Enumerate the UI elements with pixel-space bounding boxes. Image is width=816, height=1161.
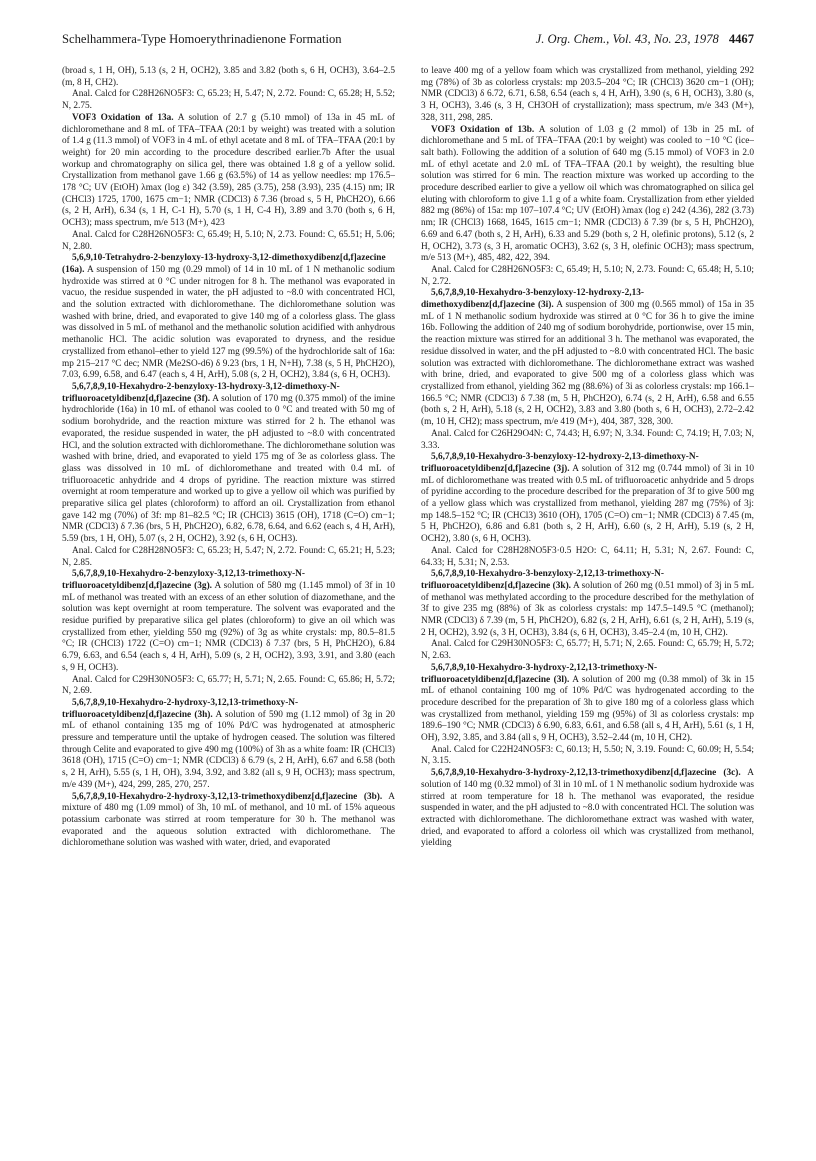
compound-heading: 5,6,7,8,9,10-Hexahydro-2-benzyloxy-3,12,13-trimethoxy-N-trifluoroacetyldibenz[d,f]azecine (3g). xyxy=(62,569,305,591)
experimental-paragraph xyxy=(421,288,754,428)
compound-heading: VOF3 Oxidation of 13a. xyxy=(72,112,174,123)
compound-heading: VOF3 Oxidation of 13b. xyxy=(431,124,535,135)
journal-citation xyxy=(536,32,754,47)
paragraph-text: A solution of 580 mg (1.145 mmol) of 3f in 10 mL of methanol was treated with an excess of an ether solution of diazomethane, and the solution was kept overnight at room temperature. The solvent was evaporated and the residue purified by preparative silica gel plates (chloroform) to give an oil which was crystallized from ether, yielding 550 mg (92%) of 3g as white crystals: mp, 80.5–81.5 °C; IR (CHCl3) 1722 (C=O) cm−1; NMR (CDCl3) δ 7.37 (brs, 5 H, PhCH2O), 6.84 6.79, 6.63, and 6.54 (each s, 4 H, ArH), 5.09 (s, 2 H, OCH2), 3.93, 3.91, and 3.80 (each s, 9 H, OCH3). xyxy=(62,580,395,673)
experimental-paragraph xyxy=(421,125,754,265)
paragraph-text: A solution of 1.03 g (2 mmol) of 13b in 25 mL of dichloromethane and 5 mL of TFA–TFAA (20:1 by weight) was cooled to −10 °C (ice–salt bath). Following the addition of a solution of 640 mg (5.15 mmol) of VOF3 in 2.0 mL of ethyl acetate and 2.0 mL of TFA–TFAA (20.1 by weight), the resulting blue solution was stirred for 6 min. The reaction mixture was worked up according to the procedure described earlier to give a yellow oil which was chromatographed on silica gel eluting with chloroform to give 1.1 g of a white foam. Crystallization from ether yielded 882 mg (86%) of 15a: mp 107–107.4 °C; UV (EtOH) λmax (log ε) 242 (4.36), 282 (3.73) nm; IR (CHCl3) 1668, 1645, 1615 cm−1; NMR (CDCl3) δ 7.39 (br s, 5 H, PhCH2O), 6.69 and 6.47 (both s, 2 H, ArH), 6.33 and 5.29 (both s, 2 H, olefinic protons), 5.12 (s, 2 H, OCH2), 3.73 (s, 3 H, aromatic OCH3), 3.62 (s, 3 H, olefinic OCH3); mass spectrum, m/e 513 (M+), 485, 482, 422, 394. xyxy=(421,124,754,264)
paragraph-text: A suspension of 150 mg (0.29 mmol) of 14 in 10 mL of 1 N methanolic sodium hydroxide was stirred at 0 °C under nitrogen for 8 h. The methanol was evaporated in vacuo, the residue suspended in water, the pH adjusted to ~8.0 with concentrated HCl, and the solution extracted with dichloromethane. The dichloromethane solution was washed with brine, dried, and evaporated to give 140 mg of a colorless glass. The glass was dissolved in 5 mL of methanol and the methanolic solution acidified with anhydrous methanolic HCl. The acidic solution was evaporated to dryness, and the residue crystallized from ethanol–ether to yield 127 mg (99.5%) of the hydrochloride salt of 16a: mp 215–217 °C dec; NMR (Me2SO-d6) δ 9.23 (brs, 1 H, N+H), 7.38 (s, 5 H, PhCH2O), 7.03, 6.99, 6.58, and 6.47 (each s, 4 H, ArH), 5.08 (s, 2 H, OCH2), 3.84 (s, 6 H, OCH3). xyxy=(62,264,395,381)
experimental-paragraph xyxy=(62,698,395,792)
running-title: Schelhammera-Type Homoerythrinadienone Formation xyxy=(62,32,342,46)
paragraph-text: A mixture of 480 mg (1.09 mmol) of 3h, 10 mL of methanol, and 10 mL of 15% aqueous potassium carbonate was stirred at room temperature for 30 h. The methanol was evaporated and the aqueous solution extracted with dichloromethane. The dichloromethane solution was washed with water, dried, and evaporated xyxy=(62,791,395,849)
page-number: 4467 xyxy=(728,32,754,46)
compound-heading: 5,6,7,8,9,10-Hexahydro-2-hydroxy-3,12,13-trimethoxy-N-trifluoroacetyldibenz[d,f]azecine (3h). xyxy=(62,697,299,720)
experimental-paragraph xyxy=(62,253,395,382)
running-header xyxy=(62,32,754,52)
paragraph-text: A solution of 170 mg (0.375 mmol) of the imine hydrochloride (16a) in 10 mL of ethanol was cooled to 0 °C and treated with 50 mg of sodium borohydride, and the reaction mixture was stirred for 2 h. The ethanol was evaporated, the residue suspended in water, the pH adjusted to ~8.0 with concentrated HCl, and the solution extracted with dichloromethane. The dichloromethane solution was washed with brine, dried, and evaporated to yield 175 mg of 3e as colorless glass. The glass was dissolved in 10 mL of dichloromethane and treated with 0.4 mL of trifluoroacetic anhydride and 4 drops of pyridine. The reaction mixture was stirred overnight at room temperature and worked up to give a yellow oil which was purified by preparative silica gel plates (chloroform) to afford an oil. Crystallization from ethanol gave 142 mg (70%) of 3f: mp 81–82.5 °C; IR (CHCl3) 3615 (OH), 1718 (C=O) cm−1; NMR (CDCl3) δ 7.36 (brs, 5 H, PhCH2O), 6.82, 6.78, 6.64, and 6.62 (each s, 4 H, ArH), 5.59 (brs, 1 H, OH), 5.07 (s, 2 H, OCH2), 3.92 (s, 6 H, OCH3). xyxy=(62,393,395,545)
compound-heading: 5,6,7,8,9,10-Hexahydro-2-benzyloxy-13-hydroxy-3,12-dimethoxy-N-trifluoroacetyldibenz[d,f]azecine (3f). xyxy=(62,381,340,404)
elemental-analysis: Anal. Calcd for C29H30NO5F3: C, 65.77; H, 5.71; N, 2.65. Found: C, 65.79; H, 5.72; N, 2.63. xyxy=(421,639,754,662)
continued-text: (broad s, 1 H, OH), 5.13 (s, 2 H, OCH2), 3.85 and 3.82 (both s, 6 H, OCH3), 3.64–2.5 (m, 8 H, CH2). xyxy=(62,66,395,88)
paragraph-text: A solution of 260 mg (0.51 mmol) of 3j in 5 mL of methanol was methylated according to the procedure described for the methylation of 3f to give 235 mg (88%) of 3k as colorless crystals: mp 147.5–149.5 °C (methanol); NMR (CDCl3) δ 7.39 (m, 5 H, PhCH2O), 6.82 (s, 2 H, ArH), 6.61 (s, 2 H, ArH), 5.19 (s, 2 H, OCH2), 3.92 (s, 3 H, OCH3), 3.84 (s, 6 H, OCH3), 3.45–2.4 (m, 10 H, CH2). xyxy=(421,580,754,638)
journal-name: J. Org. Chem., Vol. 43, No. 23, 1978 xyxy=(535,32,719,46)
experimental-paragraph xyxy=(421,452,754,546)
compound-heading: 5,6,9,10-Tetrahydro-2-benzyloxy-13-hydroxy-3,12-dimethoxydibenz[d,f]azecine (16a). xyxy=(62,253,386,275)
right-column xyxy=(421,66,754,1146)
paragraph-text: A suspension of 300 mg (0.565 mmol) of 15a in 35 mL of 1 N methanolic sodium hydroxide was stirred at 0 °C for 36 h to give the imine 16b. Following the addition of 240 mg of sodium borohydride, portionwise, over 15 min, the reaction mixture was stirred for an additional 3 h. The methanol was evaporated, the residue dissolved in water, and the pH adjusted to ~8.0 with concentrated HCl. The basic solution was extracted with dichloromethane. The dichloromethane extract was washed with brine, dried, and evaporated to give 500 mg of a colorless glass which was crystallized from ethanol, yielding 362 mg (88.6%) of 3i as colorless crystals: mp 166.1–166.5 °C; NMR (CDCl3) δ 7.38 (m, 5 H, PhCH2O), 6.74 (s, 2 H, ArH), 6.58 and 6.55 (both s, 2 H, ArH), 5.18 (s, 2 H, OCH2), 3.83 and 3.80 (both s, 6 H, OCH3), 2.72–2.42 (m, 10 H, CH2); mass spectrum, m/e 419 (M+), 404, 387, 328, 300. xyxy=(421,300,754,428)
compound-heading: 5,6,7,8,9,10-Hexahydro-3-hydroxy-2,12,13-trimethoxy-N-trifluoroacetyldibenz[d,f]azecine (3l). xyxy=(421,662,658,685)
elemental-analysis: Anal. Calcd for C28H26NO5F3: C, 65.49; H, 5.10; N, 2.73. Found: C, 65.51; H, 5.06; N, 2.80. xyxy=(62,229,395,252)
left-column xyxy=(62,66,395,1146)
paragraph-text: A solution of 312 mg (0.744 mmol) of 3i in 10 mL of dichloromethane was treated with 0.5 mL of trifluoroacetic anhydride and 5 drops of pyridine according to the procedure described for the preparation of 3f to give 500 mg of a yellow glass which was crystallized from methanol, yielding 287 mg (75%) of 3j: mp 148.5–152 °C; IR (CHCl3) 3610 (OH), 1705 (C=O) cm−1; NMR (CDCl3) δ 7.45 (m, 5 H, PhCH2O), 6.86 and 6.81 (both s, 2 H, ArH), 6.60 (s, 2 H, ArH), 5.19 (s, 2 H, OCH2), 3.80 (s, 6 H, OCH3). xyxy=(421,463,754,545)
elemental-analysis: Anal. Calcd for C29H30NO5F3: C, 65.77; H, 5.71; N, 2.65. Found: C, 65.86; H, 5.72; N, 2.69. xyxy=(62,674,395,697)
elemental-analysis: Anal. Calcd for C28H26NO5F3: C, 65.49; H, 5.10; N, 2.73. Found: C, 65.48; H, 5.10; N, 2.72. xyxy=(421,264,754,287)
paragraph-text: A solution of 590 mg (1.12 mmol) of 3g in 20 mL of ethanol containing 135 mg of 10% Pd/C was hydrogenated at atmospheric pressure and temperature until the uptake of hydrogen ceased. The solution was filtered through Celite and evaporated to give 490 mg (100%) of 3h as a white foam: IR (CHCl3) 3618 (OH), 1715 (C=O) cm−1; NMR (CDCl3) δ 6.79 (s, 2 H, ArH), 6.67 and 6.58 (both s, 2 H, ArH), 5.55 (s, 1 H, OH), 3.94, 3.92, and 3.82 (all s, 9 H, OCH3); mass spectrum, m/e 439 (M+), 424, 299, 285, 270, 257. xyxy=(62,709,395,790)
elemental-analysis: Anal. Calcd for C28H28NO5F3: C, 65.23; H, 5.47; N, 2.72. Found: C, 65.21; H, 5.23; N, 2.85. xyxy=(62,545,395,568)
experimental-paragraph xyxy=(62,792,395,851)
compound-heading: 5,6,7,8,9,10-Hexahydro-3-benzyloxy-2,12,13-trimethoxy-N-trifluoroacetyldibenz[d,f]azecine (3k). xyxy=(421,569,664,591)
elemental-analysis: Anal. Calcd for C28H26NO5F3: C, 65.23; H, 5.47; N, 2.72. Found: C, 65.28; H, 5.52; N, 2.75. xyxy=(62,89,395,112)
elemental-analysis: Anal. Calcd for C28H28NO5F3·0.5 H2O: C, 64.11; H, 5.31; N, 2.67. Found: C, 64.33; H, 5.31; N, 2.53. xyxy=(421,545,754,568)
paragraph-text: A solution of 2.7 g (5.10 mmol) of 13a in 45 mL of dichloromethane and 8 mL of TFA–TFAA (20:1 by weight) was treated with a solution of 1.4 g (11.3 mmol) of VOF3 in 4 mL of ethyl acetate and 8 mL of TFA–TFAA (20:1 by weight) for 20 min according to the procedure described earlier.7b After the usual workup and chromatography on silica gel, there was obtained 1.8 g of a yellow solid. Crystallization from methanol gave 1.66 g (63.5%) of 14 as yellow needles: mp 176.5–178 °C; UV (EtOH) λmax (log ε) 342 (3.59), 285 (3.75), 258 (3.93), 235 (4.15) nm; IR (CHCl3) 1725, 1700, 1675 cm−1; NMR (CDCl3) δ 7.36 (broad s, 5 H, PhCH2O), 6.66 (s, 2 H, ArH), 6.34 (s, 1 H, C-1 H), 5.70 (s, 1 H, C-4 H), 3.89 and 3.70 (both s, 6 H, OCH3); mass spectrum, m/e 513 (M+), 423 xyxy=(62,112,395,229)
experimental-paragraph xyxy=(421,663,754,745)
compound-heading: 5,6,7,8,9,10-Hexahydro-3-hydroxy-2,12,13-trimethoxydibenz[d,f]azecine (3c). xyxy=(431,768,741,779)
continued-text: to leave 400 mg of a yellow foam which was crystallized from methanol, yielding 292 mg (78%) of 3b as colorless crystals: mp 203.5–204 °C; IR (CHCl3) 3620 cm−1 (OH); NMR (CDCl3) δ 6.72, 6.71, 6.58, 6.54 (each s, 4 H, ArH), 3.90 (s, 6 H, OCH3), 3.80 (s, 3 H, OCH3), 3.46 (s, 3 H, CH3OH of crystallization); mass spectrum, m/e 343 (M+), 328, 311, 298, 285. xyxy=(421,66,754,123)
experimental-paragraph xyxy=(421,569,754,639)
elemental-analysis: Anal. Calcd for C26H29O4N: C, 74.43; H, 6.97; N, 3.34. Found: C, 74.19; H, 7.03; N, 3.33. xyxy=(421,428,754,451)
compound-heading: 5,6,7,8,9,10-Hexahydro-3-benzyloxy-12-hydroxy-2,13-dimethoxydibenz[d,f]azecine (3i). xyxy=(421,288,644,311)
experimental-paragraph xyxy=(62,113,395,230)
experimental-paragraph xyxy=(62,382,395,546)
compound-heading: 5,6,7,8,9,10-Hexahydro-2-hydroxy-3,12,13-trimethoxydibenz[d,f]azecine (3b). xyxy=(72,791,383,802)
paragraph-text: A solution of 140 mg (0.32 mmol) of 3l in 10 mL of 1 N methanolic sodium hydroxide was stirred at room temperature for 18 h. The methanol was evaporated, the residue suspended in water, and the pH adjusted to ~8.0 with concentrated HCl. The solution was extracted with dichloromethane. The dichloromethane extract was washed with water, dried, and evaporated to afford a colorless oil which was crystallized from methanol, yielding xyxy=(421,768,754,849)
elemental-analysis: Anal. Calcd for C22H24NO5F3: C, 60.13; H, 5.50; N, 3.19. Found: C, 60.09; H, 5.54; N, 3.15. xyxy=(421,744,754,767)
experimental-paragraph xyxy=(421,768,754,850)
paragraph-text: A solution of 200 mg (0.38 mmol) of 3k in 15 mL of ethanol containing 100 mg of 10% Pd/C was hydrogenated according to the procedure described for the preparation of 3h to give 180 mg of a colorless glass which was crystallized from methanol, yielding 159 mg (95%) of 3l as colorless crystals: mp 189.6–190 °C; NMR (CDCl3) δ 6.90, 6.83, 6.61, and 6.58 (all s, 4 H, ArH), 5.61 (s, 1 H, OH), 3.92, 3.85, and 3.84 (all s, 9 H, OCH3), 3.52–2.44 (m, 10 H, CH2). xyxy=(421,674,754,744)
experimental-paragraph xyxy=(62,569,395,674)
compound-heading: 5,6,7,8,9,10-Hexahydro-3-benzyloxy-12-hydroxy-2,13-dimethoxy-N-trifluoroacetyldibenz[d,f]azecine (3j). xyxy=(421,452,699,474)
